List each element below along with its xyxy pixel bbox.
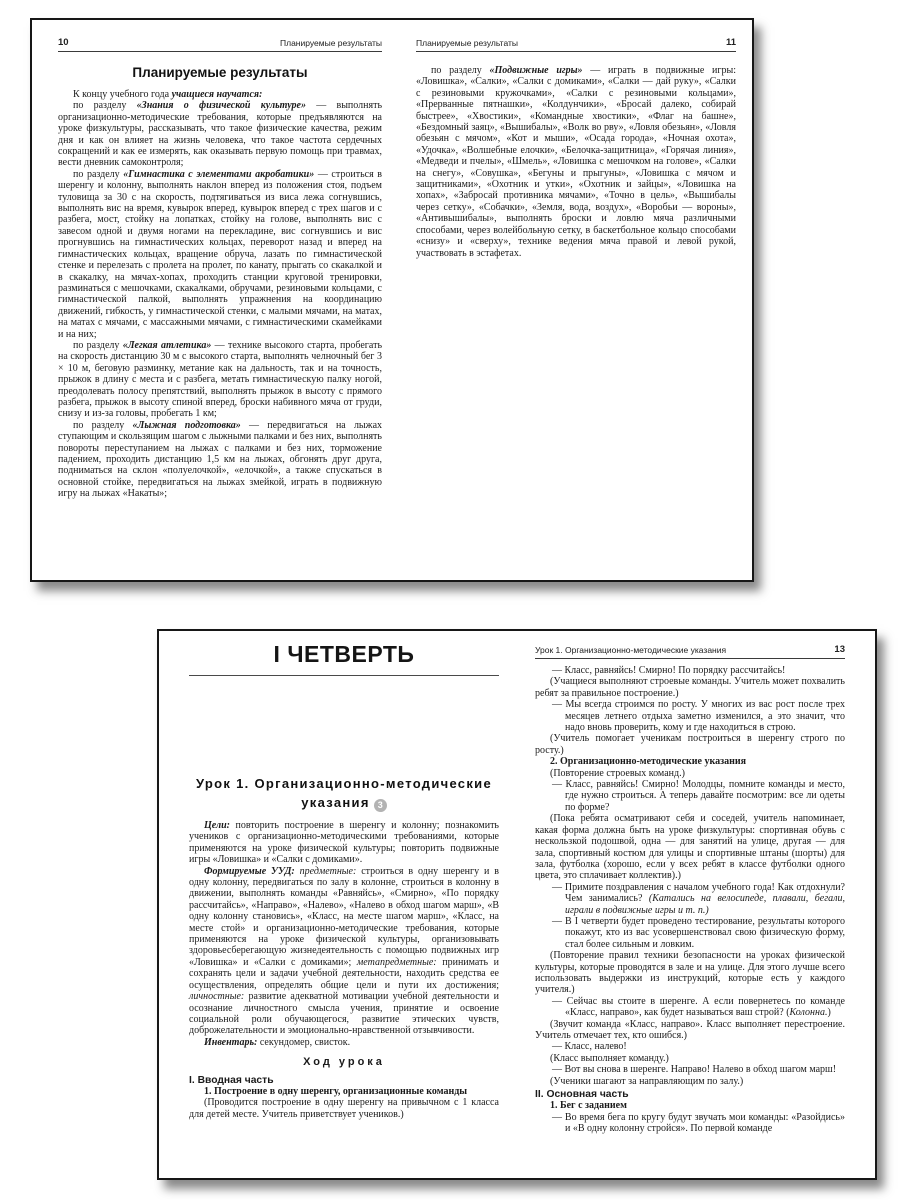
hod-uroka-heading: Ход урока <box>303 1056 385 1069</box>
page-title: Планируемые результаты <box>132 65 308 80</box>
running-head-page-13 <box>535 645 845 659</box>
teacher-line: — Во время бега по кругу будут звучать мои команды: «Разойдись» и «В одну колонну стройся». По первой команде <box>552 1111 845 1135</box>
note: (Повторение строевых команд.) <box>550 767 685 779</box>
page-11 <box>392 20 752 580</box>
step-1-heading: 1. Бег с заданием <box>550 1100 627 1112</box>
step-2-heading: 2. Организационно-методические указания <box>550 756 747 768</box>
section-knowledge: по разделу «Знания о физической культуре» — выполнять организационно-методические требования, которые предъявляются на уроке физкультуры, рассказывать, что такое физические качества, режим дня и как он влияет на жизнь человека, что такое частота сердечных сокращений и как ее измерять, как оказывать первую помощь при травмах, вести дневник самоконтроля; <box>58 100 383 169</box>
intro-paragraph: К концу учебного года учащиеся научатся: <box>73 89 263 100</box>
page-number: 10 <box>58 37 69 48</box>
teacher-line: — Класс, налево! <box>552 1041 627 1053</box>
teacher-line: — Класс, равняйсь! Смирно! По порядку рассчитайсь! <box>552 665 786 676</box>
page-12-body <box>189 820 499 1120</box>
page-10 <box>32 20 392 580</box>
step-1-heading: 1. Построение в одну шеренгу, организационные команды <box>204 1085 468 1097</box>
lesson-title <box>189 774 499 812</box>
note: (Ученики шагают за направляющим по залу.) <box>550 1075 744 1087</box>
page-13-body <box>535 665 845 1135</box>
lesson-goals: Цели: повторить построение в шеренгу и колонну; познакомить учеников с организационно-методическими требованиями, которые применяются на уроке физической культуры; повторить подвижные игры «Ловишка» и «Салки с домиками». <box>189 820 499 866</box>
lesson-title-line-1: Урок 1. Организационно-методические <box>196 776 492 791</box>
page-13 <box>517 631 875 1178</box>
quarter-title-rule <box>189 675 499 676</box>
page-12 <box>159 631 517 1178</box>
running-title: Урок 1. Организационно-методические указания <box>535 645 727 655</box>
teacher-line: — Примите поздравления с началом учебного года! Как отдохнули? Чем занимались? (Катались на велосипеде, плавали, бегали, играли в подвижные игры и т. п.) <box>552 881 845 916</box>
page-10-body <box>58 89 382 500</box>
page-number: 13 <box>834 644 845 655</box>
running-head-page-11 <box>416 38 736 52</box>
lesson-uud: Формируемые УУД: предметные: строиться в одну шеренгу и в одну колонну, передвигаться по залу в колонне, строиться в колонну в движении, выполнять команды «Равняйсь», «Смирно», «По порядку рассчитайсь», «Направо», «Налево», «Налево в обход шагом марш», «В одну колонну становись», «Класс, на месте шагом марш», «Класс, на месте стой» и организационно-методические требования, которые применяются на уроке физической культуры, организовывать здоровьесберегающую жизнедеятельность с помощью подвижных игр «Ловишка» и «Салки с домиками»; метапредметные: принимать и сохранять цели и задачи учебной деятельности, находить средства ее осуществления, определять общие цели и пути их достижения; личностные: развитие адекватной мотивации учебной деятельности и осознание личностного смысла учения, принятие и освоение социальной роли обучающегося, развитие этических чувств, доброжелательности и эмоционально-нравственной отзывчивости. <box>189 865 500 1037</box>
note: (Повторение правил техники безопасности на уроках физической культуры, которые проводятся в зале и на улице. Для этого лучше всего использовать выдержки из инструкций, которые есть у каждого учителя.) <box>535 950 845 996</box>
section-athletics: по разделу «Легкая атлетика» — технике высокого старта, пробегать на скорость дистанцию 30 м с высокого старта, выполнять челночный бег 3 × 10 м, беговую разминку, метание как на дальность, так и на точность, прыжок в длину с места и с разбега, метать гимнастическую палку ногой, преодолевать полосу препятствий, выполнять прыжок в высоту с прямого разбега, прыжок в высоту спиной вперед, броски набивного мяча от груди, снизу и из-за головы, пробегать 1 км; <box>58 339 383 420</box>
running-head-page-10 <box>58 38 382 52</box>
teacher-line: — Вот вы снова в шеренге. Направо! Налево в обход шагом марш! <box>552 1064 837 1076</box>
note: (Учащиеся выполняют строевые команды. Учитель может похвалить ребят за правильное построение.) <box>535 676 845 699</box>
book-spread-bottom <box>157 629 877 1180</box>
part-1-heading: I. Вводная часть <box>189 1074 274 1086</box>
lesson-audio-badge: 3 <box>374 799 387 812</box>
section-gymnastics: по разделу «Гимнастика с элементами акробатики» — строиться в шеренгу и колонну, выполнять наклон вперед из положения стоя, подъем туловища за 30 с на скорость, подтягиваться из виса лежа согнувшись, выполнять вис на время, кувырок вперед, кувырок вперед с трех шагов и с разбега, мост, стойку на лопатках, стойку на голове, выполнять вис с завесом одной и двумя ногами на перекладине, вис согнувшись и вис прогнувшись на гимнастических кольцах, переворот назад и вперед на гимнастических кольцах, вращение обруча, лазать по гимнастической стенке и перелезать с пролета на пролет, по канату, прыгать со скакалкой и в скакалку, на мячах-хопах, проходить станции круговой тренировки, разминаться с мешочками, скакалками, обручами, резиновыми кольцами, с гимнастической палкой, выполнять упражнения на координацию движений, гибкость, у гимнастической стенки, с малыми мячами, на матах, на матах с мячами, с массажными мячами, с гимнастическими скамейками и на них; <box>58 168 382 340</box>
lesson-title-line-2: указания <box>301 795 370 810</box>
note: (Звучит команда «Класс, направо». Класс выполняет перестроение. Учитель отмечает тех, кто ошибся.) <box>535 1018 845 1041</box>
teacher-line: — В I четверти будет проведено тестирование, результаты которого покажут, кто из вас усовершенствовал свою физическую форму, стал более сильным и ловким. <box>552 915 845 950</box>
teacher-line: — Мы всегда строимся по росту. У многих из вас рост после трех месяцев летнего отдыха заметно изменился, а это значит, что надо вновь проверить, кому и где находиться в строю. <box>552 699 845 734</box>
teacher-line: — Сейчас вы стоите в шеренге. А если повернетесь по команде «Класс, направо», как будет называться ваш строй? (Колонна.) <box>552 995 845 1019</box>
step-1-note: (Проводится построение в одну шеренгу на привычном с 1 класса для детей месте. Учитель приветствует учеников.) <box>189 1097 499 1120</box>
section-ski: по разделу «Лыжная подготовка» — передвигаться на лыжах ступающим и скользящим шагом с лыжными палками и без них, выполнять повороты переступанием на лыжах с палками и без них, торможение падением, проходить дистанцию 1,5 км на лыжах, обгонять друг друга, подниматься на склон «полуелочкой», «елочкой», а также спускаться в основной стойке, передвигаться на лыжах змейкой, играть в подвижную игру на лыжах «Накаты»; <box>58 419 383 500</box>
part-2-heading: II. Основная часть <box>535 1089 629 1101</box>
lesson-inventory: Инвентарь: секундомер, свисток. <box>204 1036 351 1048</box>
section-games: по разделу «Подвижные игры» — играть в подвижные игры: «Ловишка», «Салки», «Салки с домиками», «Салки — дай руку», «Салки с резиновыми кружочками», «Салки с резиновыми кольцами», «Прерванные пятнашки», «Колдунчики», «Бросай далеко, собирай быстрее», «Хвостики», «Командные хвостики», «Флаг на башне», «Бездомный заяц», «Вышибалы», «Волк во рву», «Ловля обезьян», «Ловля обезьян с мячом», «Кот и мыши», «Осада города», «Ночная охота», «Удочка», «Волшебные елочки», «Белочка-защитница», «Горячая линия», «Медведи и пчелы», «Шмель», «Ловишка с мешочком на голове», «Салки на снегу», «Совушка», «Бегуны и прыгуны», «Ловишка с мячом и защитниками», «Охотник и утки», «Охотник и зайцы», «Ловишка на хопах», «Забросай противника мячами», «Точно в цель», «Вышибалы через сетку», «Собачки», «Земля, вода, воздух», «Воробьи — вороны», «Антивышибалы», выполнять броски и ловлю мяча различными способами, через волейбольную сетку, в баскетбольное кольцо способами «снизу» и «сверху», технике ведения мяча правой и левой рукой, участвовать в эстафетах. <box>416 65 736 259</box>
note: (Класс выполняет команду.) <box>550 1052 669 1064</box>
note: (Учитель помогает ученикам построиться в шеренгу строго по росту.) <box>535 733 845 756</box>
book-spread-top <box>30 18 754 582</box>
running-title: Планируемые результаты <box>416 38 518 48</box>
teacher-line: — Класс, равняйсь! Смирно! Молодцы, помните команды и место, где нужно строиться. А теперь давайте посмотрим: все ли одеты по форме? <box>552 779 845 813</box>
running-title: Планируемые результаты <box>280 38 382 48</box>
quarter-title: I ЧЕТВЕРТЬ <box>273 641 415 667</box>
note: (Пока ребята осматривают себя и соседей, учитель напоминает, какая форма должна быть на уроке физкультуры: спортивная обувь с нескользкой подошвой, одна — для занятий на улице, другая — для зала, спортивный костюм для улицы и спортивные штаны (шорты) для зала, футболка (хорошо, если у всех ребят в классе футболки одного цвета, это сплачивает коллектив).) <box>535 813 845 882</box>
page-number: 11 <box>725 37 736 48</box>
page-11-body <box>416 65 736 259</box>
